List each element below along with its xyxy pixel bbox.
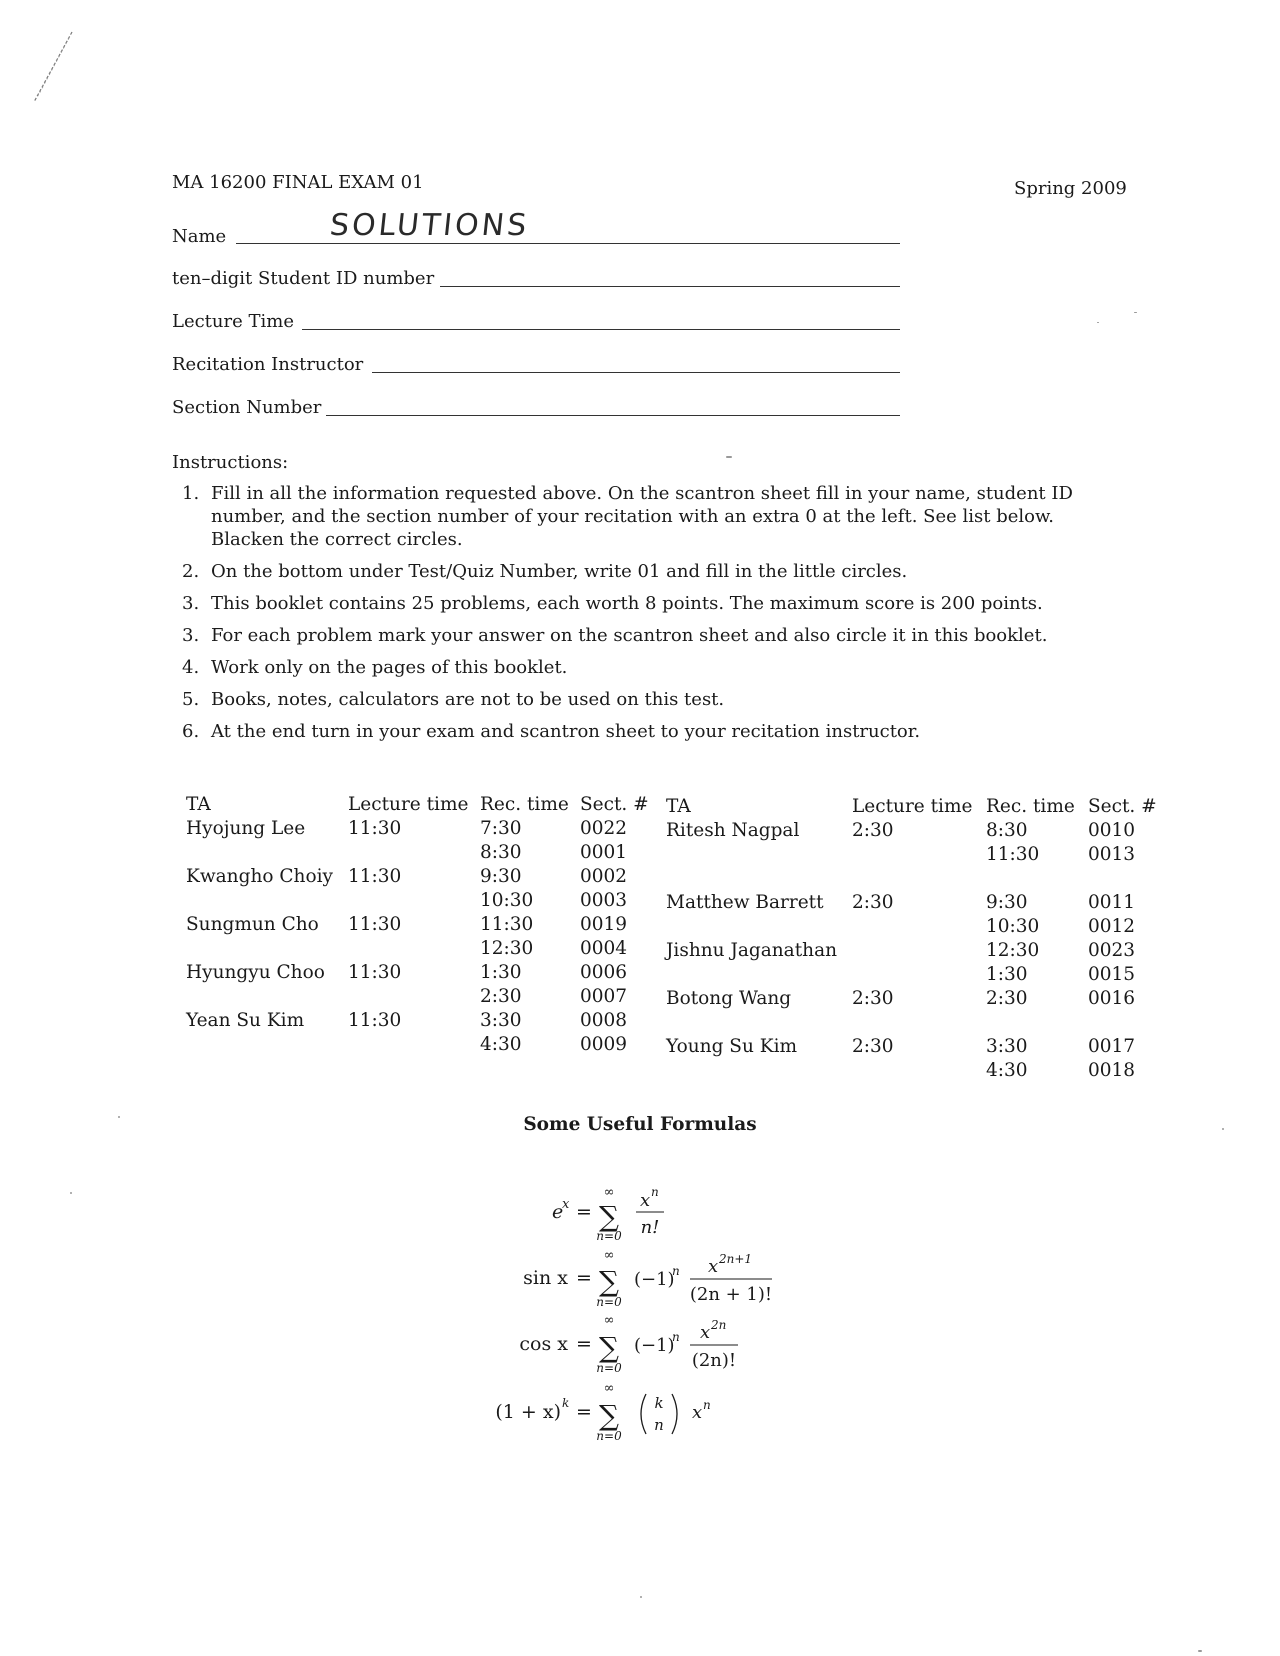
section-number-cell: 0004 bbox=[580, 938, 628, 959]
scan-speck bbox=[726, 456, 732, 458]
section-number-cell: 0011 bbox=[1088, 892, 1136, 913]
section-number-cell: 0009 bbox=[580, 1034, 628, 1055]
rec-time-cell: 11:30 bbox=[480, 914, 534, 935]
cos-den: (2n)! bbox=[691, 1350, 737, 1371]
cos-sign-sup: n bbox=[672, 1330, 680, 1344]
sum-lower: n=0 bbox=[596, 1295, 622, 1309]
exp-lhs-base: e bbox=[552, 1201, 564, 1223]
equals-sign: = bbox=[576, 1201, 592, 1223]
lecture-time-cell: 2:30 bbox=[852, 988, 894, 1009]
sum-sign: ∑ bbox=[599, 1265, 619, 1298]
rec-time-cell: 7:30 bbox=[480, 818, 522, 839]
equals-sign: = bbox=[576, 1333, 592, 1355]
lecture-time-cell: 2:30 bbox=[852, 820, 894, 841]
rec-time-cell: 2:30 bbox=[480, 986, 522, 1007]
formula-exp bbox=[552, 1185, 664, 1243]
sin-sign: (−1) bbox=[634, 1269, 675, 1290]
exp-lhs-sup: x bbox=[562, 1197, 570, 1212]
instruction-text: Work only on the pages of this booklet. bbox=[211, 657, 568, 678]
binom-left-paren bbox=[641, 1394, 646, 1434]
rec-time-cell: 2:30 bbox=[986, 988, 1028, 1009]
rec-time-cell: 1:30 bbox=[480, 962, 522, 983]
ta-name-cell: Hyojung Lee bbox=[186, 818, 306, 839]
section-number-cell: 0015 bbox=[1088, 964, 1136, 985]
sin-lhs: sin x bbox=[523, 1267, 568, 1289]
instruction-number: 3. bbox=[182, 625, 200, 646]
ta-name-cell: Young Su Kim bbox=[666, 1036, 798, 1057]
rec-time-cell: 8:30 bbox=[480, 842, 522, 863]
sum-upper: ∞ bbox=[603, 1185, 615, 1200]
scan-speck bbox=[118, 1116, 120, 1118]
section-number-cell: 0023 bbox=[1088, 940, 1136, 961]
name-value[interactable]: SOLUTIONS bbox=[328, 208, 531, 243]
section-number-cell: 0007 bbox=[580, 986, 628, 1007]
lecture-time-cell: 2:30 bbox=[852, 892, 894, 913]
rec-time-cell: 8:30 bbox=[986, 820, 1028, 841]
cos-num-base: x bbox=[700, 1322, 711, 1343]
sin-num-sup: 2n+1 bbox=[719, 1252, 753, 1266]
lecture-time-label: Lecture Time bbox=[172, 311, 294, 332]
scan-speck bbox=[640, 1596, 642, 1598]
scan-speck bbox=[1222, 1128, 1224, 1130]
section-number-cell: 0016 bbox=[1088, 988, 1136, 1009]
sin-den: (2n + 1)! bbox=[689, 1284, 773, 1305]
sum-upper: ∞ bbox=[603, 1248, 615, 1263]
sum-sign: ∑ bbox=[599, 1331, 619, 1364]
rec-time-cell: 10:30 bbox=[986, 916, 1040, 937]
ta-name-cell: Ritesh Nagpal bbox=[666, 820, 800, 841]
ta-name-cell: Yean Su Kim bbox=[186, 1010, 305, 1031]
sum-sign: ∑ bbox=[599, 1200, 619, 1233]
section-number-cell: 0022 bbox=[580, 818, 628, 839]
sin-num-base: x bbox=[708, 1256, 719, 1277]
scan-speck bbox=[1134, 312, 1137, 313]
equals-sign: = bbox=[576, 1401, 592, 1423]
ta-name-cell: Hyungyu Choo bbox=[186, 962, 325, 983]
recitation-instructor-label: Recitation Instructor bbox=[172, 354, 364, 375]
rec-time-cell: 12:30 bbox=[480, 938, 534, 959]
instruction-number: 3. bbox=[182, 593, 200, 614]
equals-sign: = bbox=[576, 1267, 592, 1289]
section-number-cell: 0019 bbox=[580, 914, 628, 935]
sum-sign: ∑ bbox=[599, 1399, 619, 1432]
section-number-cell: 0013 bbox=[1088, 844, 1136, 865]
exp-num-base: x bbox=[640, 1190, 651, 1211]
formula-binomial bbox=[495, 1381, 710, 1443]
col-header-sect-right: Sect. # bbox=[1088, 796, 1157, 817]
ta-name-cell: Jishnu Jaganathan bbox=[666, 940, 838, 961]
lecture-time-cell: 11:30 bbox=[348, 866, 402, 887]
rec-time-cell: 4:30 bbox=[480, 1034, 522, 1055]
sum-upper: ∞ bbox=[603, 1381, 615, 1396]
instruction-text: Fill in all the information requested above. On the scantron sheet fill in your name, student ID number, and the section number of your recitation with an extra 0 at the left. See list below. Blacken the correct circles. bbox=[211, 483, 1073, 550]
instruction-number: 1. bbox=[182, 483, 200, 504]
scan-speck bbox=[1198, 1650, 1202, 1652]
rec-time-cell: 4:30 bbox=[986, 1060, 1028, 1081]
scan-speck bbox=[70, 1192, 72, 1194]
instruction-number: 2. bbox=[182, 561, 200, 582]
lecture-time-cell: 2:30 bbox=[852, 1036, 894, 1057]
col-header-lecture-right: Lecture time bbox=[852, 796, 973, 817]
section-number-cell: 0006 bbox=[580, 962, 628, 983]
binom-top: k bbox=[654, 1394, 664, 1412]
section-number-cell: 0001 bbox=[580, 842, 628, 863]
rec-time-cell: 1:30 bbox=[986, 964, 1028, 985]
cos-num-sup: 2n bbox=[711, 1318, 727, 1332]
instruction-text: For each problem mark your answer on the scantron sheet and also circle it in this booklet. bbox=[211, 625, 1048, 646]
col-header-rec: Rec. time bbox=[480, 794, 569, 815]
rec-time-cell: 12:30 bbox=[986, 940, 1040, 961]
ta-name-cell: Kwangho Choiy bbox=[186, 866, 333, 887]
lecture-time-cell: 11:30 bbox=[348, 914, 402, 935]
student-id-label: ten–digit Student ID number bbox=[172, 268, 435, 289]
rec-time-cell: 9:30 bbox=[986, 892, 1028, 913]
instruction-text: Books, notes, calculators are not to be used on this test. bbox=[211, 689, 725, 710]
instruction-text: This booklet contains 25 problems, each worth 8 points. The maximum score is 200 points. bbox=[211, 593, 1043, 614]
binom-bottom: n bbox=[654, 1416, 664, 1434]
formula-cos bbox=[519, 1313, 738, 1375]
sum-lower: n=0 bbox=[596, 1429, 622, 1443]
rec-time-cell: 3:30 bbox=[480, 1010, 522, 1031]
instruction-number: 4. bbox=[182, 657, 200, 678]
ta-name-cell: Sungmun Cho bbox=[186, 914, 319, 935]
section-number-cell: 0010 bbox=[1088, 820, 1136, 841]
section-number-cell: 0012 bbox=[1088, 916, 1136, 937]
section-number-cell: 0018 bbox=[1088, 1060, 1136, 1081]
binom-lhs: (1 + x) bbox=[495, 1401, 561, 1423]
col-header-ta-right: TA bbox=[666, 796, 691, 817]
exam-title: MA 16200 FINAL EXAM 01 bbox=[172, 172, 424, 193]
cos-sign: (−1) bbox=[634, 1335, 675, 1356]
col-header-sect: Sect. # bbox=[580, 794, 649, 815]
exam-term: Spring 2009 bbox=[1014, 178, 1127, 199]
col-header-rec-right: Rec. time bbox=[986, 796, 1075, 817]
sum-upper: ∞ bbox=[603, 1313, 615, 1328]
instructions-title: Instructions: bbox=[172, 452, 289, 473]
instruction-number: 5. bbox=[182, 689, 200, 710]
section-number-cell: 0003 bbox=[580, 890, 628, 911]
sin-sign-sup: n bbox=[672, 1264, 680, 1278]
section-number-cell: 0008 bbox=[580, 1010, 628, 1031]
name-label: Name bbox=[172, 226, 227, 247]
rec-time-cell: 11:30 bbox=[986, 844, 1040, 865]
sum-lower: n=0 bbox=[596, 1361, 622, 1375]
binom-tail-base: x bbox=[692, 1402, 703, 1423]
ta-name-cell: Botong Wang bbox=[666, 988, 792, 1009]
binom-lhs-sup: k bbox=[562, 1396, 570, 1410]
sum-lower: n=0 bbox=[596, 1229, 622, 1243]
instruction-number: 6. bbox=[182, 721, 200, 742]
exp-num-sup: n bbox=[651, 1185, 659, 1199]
section-number-label: Section Number bbox=[172, 397, 322, 418]
section-number-cell: 0002 bbox=[580, 866, 628, 887]
lecture-time-cell: 11:30 bbox=[348, 1010, 402, 1031]
scan-speck bbox=[1097, 322, 1099, 323]
lecture-time-cell: 11:30 bbox=[348, 818, 402, 839]
cos-lhs: cos x bbox=[519, 1333, 568, 1355]
col-header-ta: TA bbox=[186, 794, 211, 815]
binom-tail-sup: n bbox=[703, 1398, 711, 1412]
binom-right-paren bbox=[672, 1394, 677, 1434]
col-header-lecture: Lecture time bbox=[348, 794, 469, 815]
ta-name-cell: Matthew Barrett bbox=[666, 892, 824, 913]
rec-time-cell: 10:30 bbox=[480, 890, 534, 911]
formula-sin bbox=[523, 1248, 772, 1309]
section-number-cell: 0017 bbox=[1088, 1036, 1136, 1057]
formulas-title: Some Useful Formulas bbox=[523, 1114, 757, 1135]
instruction-text: At the end turn in your exam and scantron sheet to your recitation instructor. bbox=[211, 721, 921, 742]
rec-time-cell: 3:30 bbox=[986, 1036, 1028, 1057]
lecture-time-cell: 11:30 bbox=[348, 962, 402, 983]
exp-den: n! bbox=[640, 1217, 660, 1238]
instruction-text: On the bottom under Test/Quiz Number, write 01 and fill in the little circles. bbox=[211, 561, 908, 582]
rec-time-cell: 9:30 bbox=[480, 866, 522, 887]
